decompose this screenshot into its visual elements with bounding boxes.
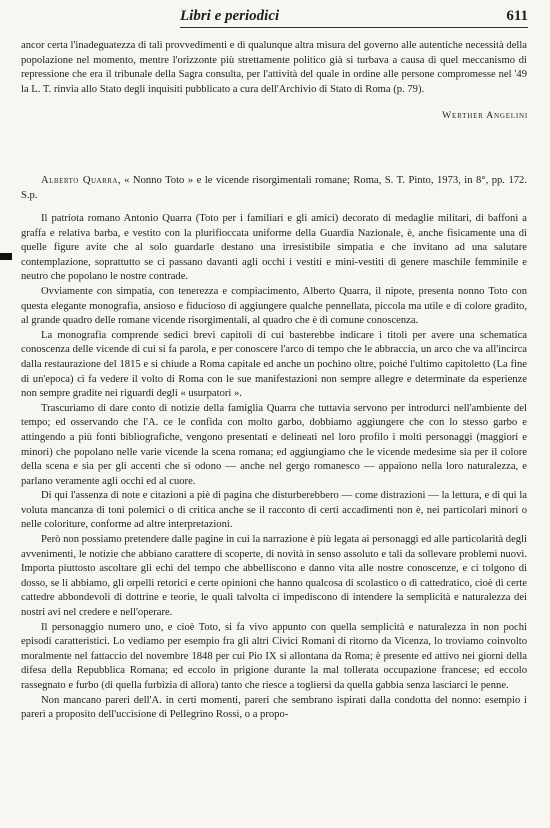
body-paragraph: Non mancano pareri dell'A. in certi momenti, pareri che sembrano ispirati dalla condotta del nonno: esempio i pareri a proposito dell'uccisione di Pellegrino Rossi, o a propo- <box>21 694 527 721</box>
reviewer-signature: Werther Angelini <box>442 110 528 121</box>
page-number: 611 <box>506 8 528 24</box>
body-paragraph: Trascuriamo di dare conto di notizie della famiglia Quarra che tuttavia servono per introdurci nell'ambiente del tempo; ed osservando che l'A. ce le confida con molto garbo, dobbiamo aggiungere che con lo stesso garbo e attingendo a più fonti bibliografiche, vengono presentati e delineati nel loro profilo i molti personaggi (maggiori e minori) che popolano nelle varie vicende la scena romana; ed aggiungiamo che le vicende medesime sia per il colore della scena e sia per gli accenti che si odono — anche nel gergo romanesco — appaiono nella loro naturalezza, e parlano veramente agli occhi ed al cuore. <box>21 402 527 487</box>
running-title: Libri e periodici <box>180 8 280 24</box>
body-paragraph: Però non possiamo pretendere dalle pagine in cui la narrazione è più legata ai personaggi ed alle particolarità degli avvenimenti, le notizie che abbiano carattere di scoperte, di novità in senso assoluto e tali da sollevare problemi nuovi. Importa piuttosto ascoltare gli echi del tempo che abbelliscono e danno vita alle nostre conoscenze, e ci tolgono di dosso, se li abbiamo, gli orpelli retorici e certe opinioni che hanno qualcosa di scolastico o di cattedratico, cioè di certe cattedre abbondevoli di dottrine e teorie, le quali talvolta ci impediscono di intendere la semplicità e naturalezza dei nostri avi nel credere e nell'operare. <box>21 534 527 619</box>
review-body <box>21 212 527 723</box>
review-author: Alberto Quarra <box>41 175 118 186</box>
review-heading <box>21 174 527 203</box>
body-paragraph: Ovviamente con simpatia, con tenerezza e compiacimento, Alberto Quarra, il nipote, presenta nonno Toto con questa elegante monografia, ansioso e fiducioso di aggiungere qualche pennellata, piccola ma utile e di colore gradito, al grande quadro delle romane vicende risorgimentali, al quadro che è di comune conoscenza. <box>21 285 527 327</box>
review-citation-line <box>21 174 527 203</box>
body-paragraph: Il patriota romano Antonio Quarra (Toto per i familiari e gli amici) decorato di medaglie militari, di baffoni a graffa e relativa barba, e vestito con la plurifioccata uniforme della Guardia Nazionale, è, anche fisicamente una di quelle figure avite che al solo guardarle destano una irresistibile simpatia e che invitano ad una salutare contemplazione, soprattutto se ci passano davanti agli occhi i vestiti e mini-vestiti di genere maschile femminile e neutro che popolano le nostre contrade. <box>21 213 527 283</box>
intro-paragraph: ancor certa l'inadeguatezza di tali provvedimenti e di qualunque altra misura del governo alle autentiche necessità della popolazione nel momento, mentre l'orizzonte più strettamente politico già si turbava a causa di quel meccanismo di repressione che era il tribunale della Sagra consulta, per l'attività del quale in ordine alle persone compromesse nel '49 la L. T. rinvia allo Stato degli inquisiti pubblicato a cura dell'Archivio di Stato di Roma (p. 79). <box>21 40 527 95</box>
previous-review-conclusion <box>21 39 527 97</box>
margin-mark <box>0 253 12 260</box>
review-citation: , « Nonno Toto » e le vicende risorgimentali romane; Roma, S. T. Pinto, 1973, in 8°, pp. 172. S.p. <box>21 175 527 201</box>
body-paragraph: Il personaggio numero uno, e cioè Toto, si fa vivo appunto con quella semplicità e naturalezza in non pochi episodi caratteristici. Lo vediamo per esempio fra gli altri Civici Romani di ritorno da Vicenza, lo troviamo coinvolto moralmente nel fattaccio del novembre 1848 per cui Pio IX si allontana da Roma; è presente ed attivo nei giorni della difesa della Repubblica Romana; ed eccolo in prigione durante la mal tollerata occupazione francese; ed eccolo rassegnato e furbo (di quella furbizia di allora) tanto che riesce a togliersi da quella gabbia senza lasciarci le penne. <box>21 621 527 691</box>
header-rule <box>180 27 528 28</box>
body-paragraph: Di qui l'assenza di note e citazioni a piè di pagina che disturberebbero — come distrazioni — la lettura, e di qui la voluta mancanza di toni polemici o di critica anche se il racconto di certi accadimenti non è, nei particolari minori o nelle coloriture, conforme ad altre interpretazioni. <box>21 490 527 531</box>
body-paragraph: La monografia comprende sedici brevi capitoli di cui basterebbe indicare i titoli per avere una schematica conoscenza delle vicende di cui si fa parola, e per conoscere l'arco di tempo che le abbraccia, un arco che va all'incirca dalla restaurazione del 1815 e si chiude a Roma capitale ed anche un pochino oltre, poiché l'ultimo capitoletto (La fine di un'epoca) ci fa vedere il volto di Roma con le sue manifestazioni non sempre allegre e determinate da esperienze non sempre gradite nei riguardi degli « usurpatori ». <box>21 329 527 400</box>
running-head <box>180 8 528 28</box>
